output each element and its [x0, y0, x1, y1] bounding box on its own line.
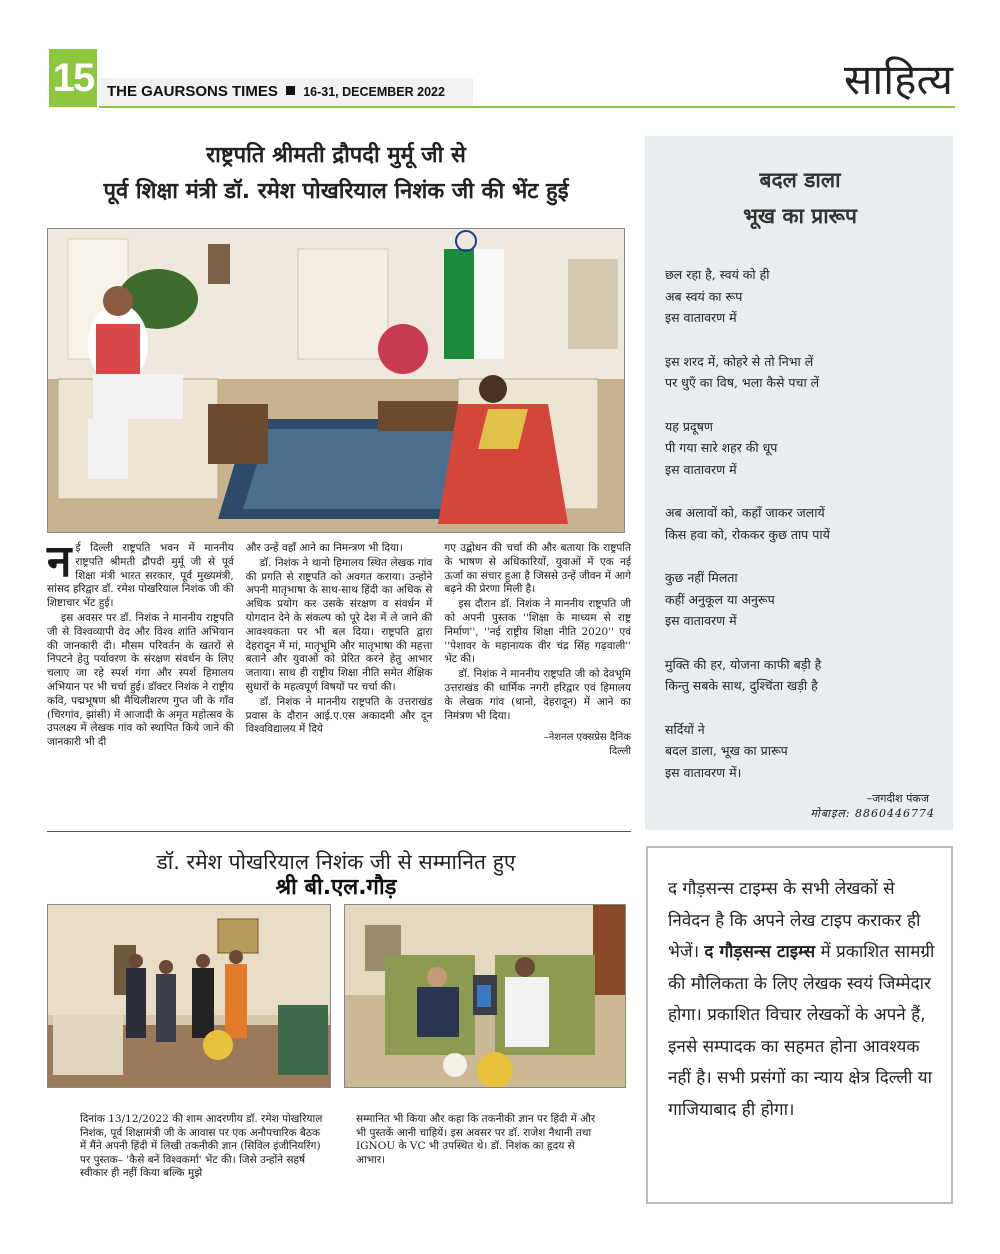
section-name: साहित्य: [844, 55, 953, 104]
article2-body: [80, 1113, 600, 1181]
article1-paragraph: नई दिल्ली राष्ट्रपति भवन में माननीय राष्ट्रपति श्रीमती द्रौपदी मुर्मू जी से पूर्व शिक्षा मंत्री भारत सरकार, पूर्व मुख्यमंत्री, सांसद हरिद्वार डॉ. रमेश पोखरियाल निशंक जी की शिष्टाचार भेंट हुई।: [47, 536, 234, 610]
masthead-rule: [99, 106, 955, 108]
article1-paragraph: इस अवसर पर डॉ. निशंक ने माननीय राष्ट्रपति जी से विश्वव्यापी वेद और विश्व शांति अभियान की जानकारी दी। मौसम परिवर्तन के खतरों से निपटने हेतु पर्यावरण के संरक्षण संवर्धन के लिए चलाए जा रहे स्पर्श गंगा और स्पर्श हिमालय अभियान पर भी चर्चा हुई। डॉक्टर निशंक ने राष्ट्रीय कवि, पद्मभूषण श्री मैथिलीशरण गुप्त जी के गाँव (चिरगांव, झांसी) में आजादी के अमृत महोत्सव के उपलक्ष्य में लेखक गांव को स्थापित किये जाने की जानकारी भी दी: [47, 611, 234, 749]
poem-stanza: छल रहा है, स्वयं को ही अब स्वयं का रूप इस वातावरण में: [665, 267, 770, 325]
article1-credit: –नेशनल एक्सप्रेस दैनिक दिल्ली: [543, 732, 632, 758]
notice-text: द गौड़सन्स टाइम्स के सभी लेखकों से निवेदन है कि अपने लेख टाइप कराकर ही भेजें।: [668, 879, 921, 962]
poem-stanza: इस शरद में, कोहरे से तो निभा लें पर धुएँ का विष, भला कैसे पचा लें: [665, 353, 820, 390]
article2-headline-line1: डॉ. रमेश पोखरियाल निशंक जी से सम्मानित हुए: [156, 850, 516, 874]
article1-headline: [47, 138, 625, 210]
article2-photo-right: [344, 904, 626, 1088]
poem-author: –जगदीश पंकज: [866, 792, 929, 805]
article1-photo: [47, 228, 625, 533]
article1-headline-line2: पूर्व शिक्षा मंत्री डॉ. रमेश पोखरियाल निशंक जी की भेंट हुई: [103, 179, 569, 204]
article1-paragraph: गए उद्बोधन की चर्चा की और बताया कि राष्ट्रपति के भाषण से अधिकारियों, युवाओं में एक नई ऊर्जा का संचार हुआ है जिससे उन्हें जीवन में आगे बढ़ने की प्रेरणा मिली है।: [444, 542, 632, 596]
article2-headline-line2: श्री बी.एल.गौड़: [275, 875, 397, 900]
article1-headline-line1: राष्ट्रपति श्रीमती द्रौपदी मुर्मू जी से: [206, 143, 466, 168]
article1-paragraph: इस दौरान डॉ. निशंक ने माननीय राष्ट्रपति जी को अपनी पुस्तक ''शिक्षा के माध्यम से राष्ट्र निर्माण'', ''नई राष्ट्रीय शिक्षा नीति 2020'' एवं ''पेशावर के महानायक वीर चंद्र सिंह गढ़वाली'' भेंट की।: [444, 598, 632, 666]
poem-stanza: मुक्ति की हर, योजना काफी बड़ी है किन्तु सबके साथ, दुश्चिंता खड़ी है: [665, 656, 822, 693]
paper-name: THE GAURSONS TIMES: [107, 83, 278, 100]
article2-photo-left: [47, 904, 331, 1088]
article1-paragraph: डॉ. निशंक ने माननीय राष्ट्रपति जी को देवभूमि उत्तराखंड की धार्मिक नगरी हरिद्वार एवं हिमालय के लेखक गांव (थानो, देहरादून) में आने का निमंत्रण भी दिया।: [444, 668, 632, 722]
article1-paragraph: डॉ. निशंक ने थानो हिमालय स्थित लेखक गांव की प्रगति से राष्ट्रपति को अवगत कराया। उन्होंने अपनी मातृभाषा के साथ-साथ हिंदी का अधिक से अधिक प्रयोग कर उसके संरक्षण व संवर्धन में योगदान देने के संकल्प को पूरे देश में ले जाने की आवश्यकता पर भी बल दिया। राष्ट्रपति द्वारा देहरादून में मां, मातृभूमि और मातृभाषा की महत्ता बताने और युवाओं को प्रेरित करने हेतु आभार जताया। साथ ही राष्ट्रीय शिक्षा नीति समेत शैक्षिक सुधारों के महत्वपूर्ण विषयों पर चर्चा की।: [245, 556, 433, 693]
notice-paper-name: द गौड़सन्स टाइम्स: [704, 942, 816, 962]
poem-stanza: कुछ नहीं मिलता कहीं अनुकूल या अनुरूप इस वातावरण में: [665, 570, 775, 628]
poem-stanza: सर्दियों ने बदल डाला, भूख का प्रारूप इस वातावरण में।: [665, 721, 788, 780]
page-number: 15: [49, 49, 97, 107]
article2-column: सम्मानित भी किया और कहा कि तकनीकी ज्ञान पर हिंदी में और भी पुस्तकें आनी चाहियें। इस अवसर पर डॉ. राजेश नैथानी तथा IGNOU के VC भी उपस्थित थे। डॉ. निशंक का हृदय से आभार।: [356, 1113, 596, 1166]
poem-stanza: यह प्रदूषण पी गया सारे शहर की धूप इस वातावरण में: [665, 418, 778, 477]
square-bullet-icon: [286, 86, 295, 95]
dropcap: न: [47, 536, 72, 587]
article1-paragraph: डॉ. निशंक ने माननीय राष्ट्रपति के उत्तराखंड प्रवास के दौरान आई.ए.एस अकादमी और दून विश्वविद्यालय में दिये: [245, 695, 433, 736]
article2-column: दिनांक 13/12/2022 की शाम आदरणीय डॉ. रमेश पोखरियाल निशंक, पूर्व शिक्षामंत्री जी के आवास पर एक अनौपचारिक बैठक में मैंने अपनी हिंदी में लिखी तकनीकी ज्ञान (सिविल इंजीनियरिंग) पर पुस्तक– 'कैसे बनें विश्वकर्मा' भेंट की। जिसे उन्होंने सहर्ष स्वीकार ही नहीं किया बल्कि मुझे: [80, 1113, 323, 1179]
notice-text: में प्रकाशित सामग्री की मौलिकता के लिए लेखक स्वयं जिम्मेदार होगा। प्रकाशित विचार लेखकों के अपने हैं, इनसे सम्पादक का सहमत होना आवश्यक नहीं है। सभी प्रसंगों का न्याय क्षेत्र दिल्ली या गाजियाबाद ही होगा।: [668, 942, 935, 1120]
poem-box: [645, 136, 953, 830]
masthead-bar: [99, 78, 473, 106]
article1-column: [47, 536, 234, 759]
article1-column: [246, 542, 433, 759]
poem-mobile: मोबाइल: 8860446774: [810, 807, 935, 820]
article-divider: [47, 831, 631, 832]
article1-column: [444, 542, 631, 759]
editorial-notice: [646, 846, 953, 1204]
article1-body: [47, 536, 632, 759]
issue-date: 16-31, DECEMBER 2022: [303, 85, 445, 99]
article1-paragraph: और उन्हें वहाँ आने का निमन्त्रण भी दिया।: [245, 542, 403, 554]
poem-title: बदल डाला भूख का प्रारूप: [743, 168, 857, 228]
poem-stanza: अब अलावों को, कहाँ जाकर जलायें किस हवा को, रोककर कुछ ताप पायें: [665, 505, 830, 542]
